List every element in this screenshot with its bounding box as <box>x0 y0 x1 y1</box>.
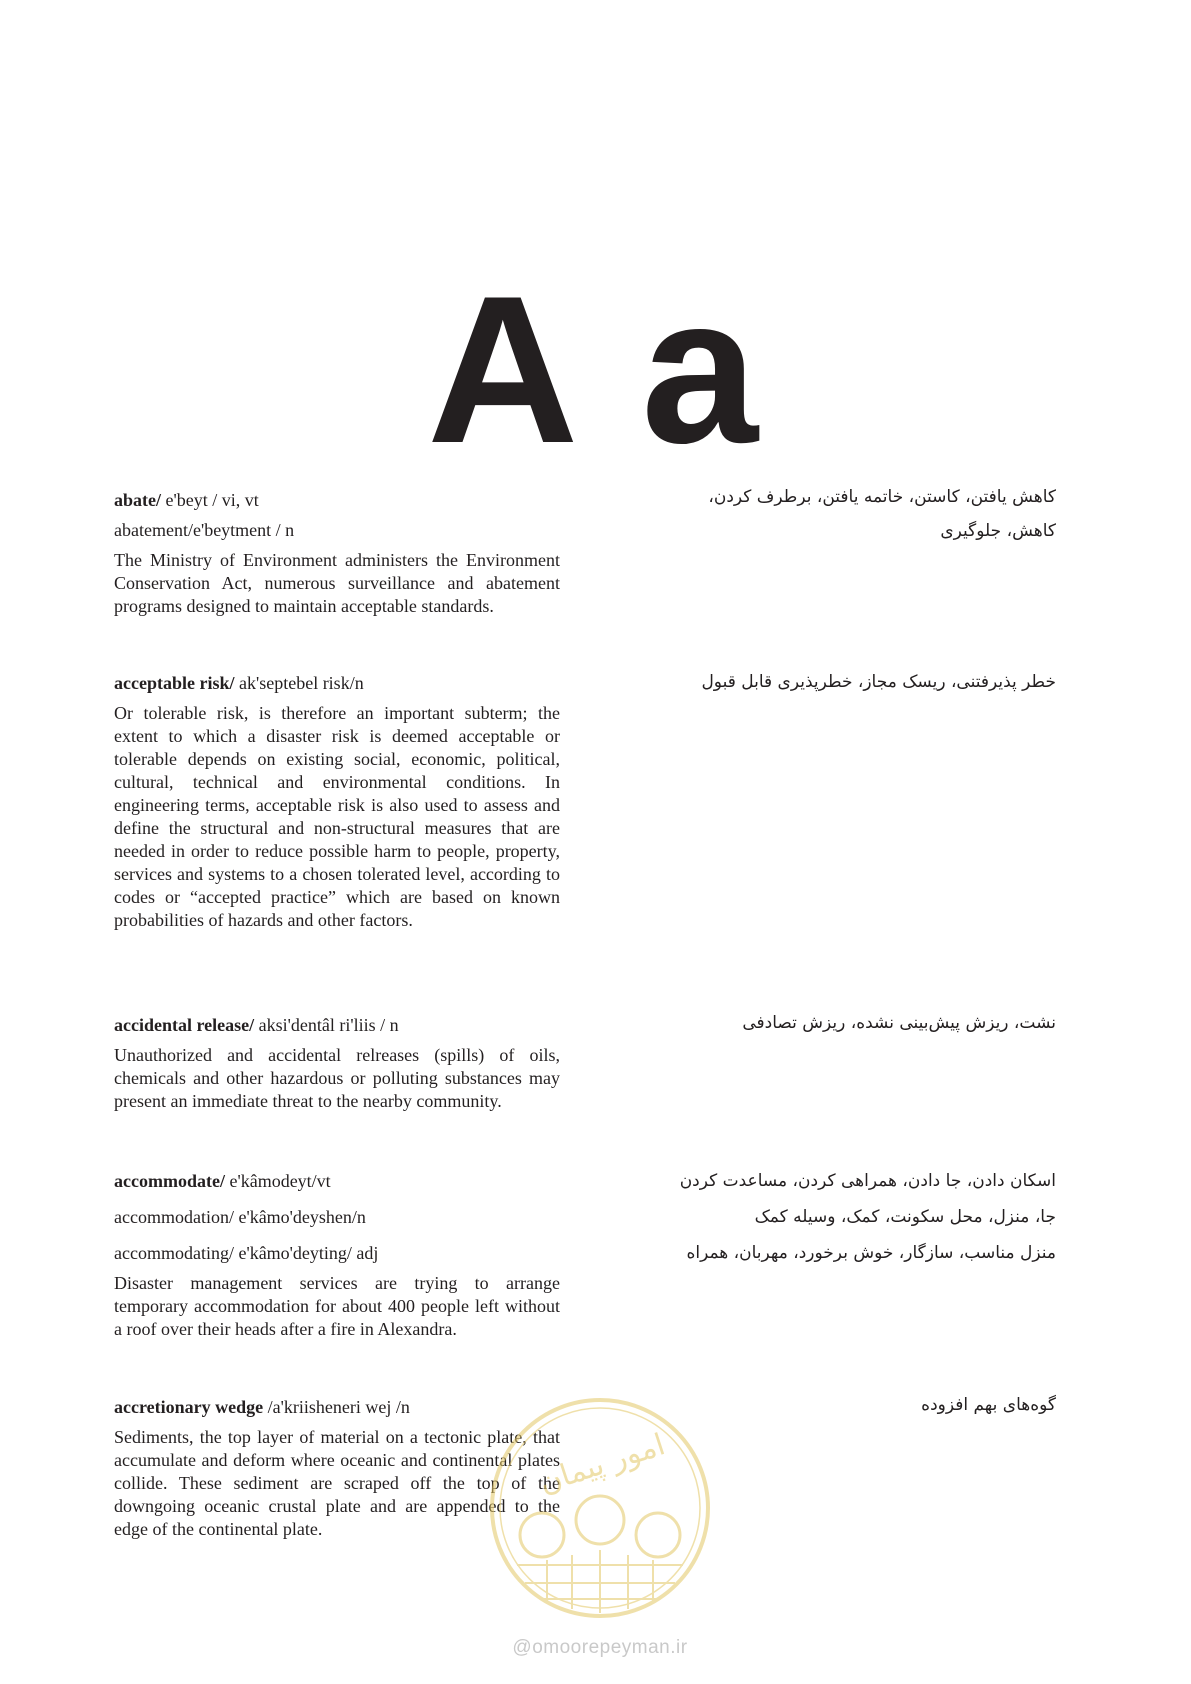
entry-definition: Unauthorized and accidental relreases (spills) of oils, chemicals and other hazardous or polluting substances may present an immediate threat to the nearby community. <box>114 1045 560 1111</box>
entry-headword: acceptable risk/ ak'septebel risk/n <box>114 673 364 693</box>
persian-line: کاهش یافتن، کاستن، خاتمه یافتن، برطرف کردن، <box>708 487 1056 507</box>
entry-derived-term: abatement/e'beytment / n <box>114 520 295 540</box>
persian-line: اسکان دادن، جا دادن، همراهی کردن، مساعدت کردن <box>679 1171 1056 1191</box>
persian-abate <box>616 480 1056 548</box>
persian-line: جا، منزل، محل سکونت، کمک، وسیله کمک <box>754 1207 1056 1227</box>
entry-definition: The Ministry of Environment administers the Environment Conservation Act, numerous surveillance and abatement programs designed to maintain acceptable standards. <box>114 550 560 616</box>
persian-line: گوه‌های بهم افزوده <box>921 1395 1056 1415</box>
persian-accommodate <box>616 1163 1056 1271</box>
entry-definition: Sediments, the top layer of material on a tectonic plate, that accumulate and deform where oceanic and continental plates collide. These sediment are scraped off the top of the downgoing oceanic crustal plate and are appended to the edge of the continental plate. <box>114 1427 560 1539</box>
persian-acceptable-risk <box>616 665 1056 699</box>
persian-line: کاهش، جلوگیری <box>940 521 1056 541</box>
entry-derived-term: accommodating/ e'kâmo'deyting/ adj <box>114 1243 379 1263</box>
watermark-site-url: @omoorepeyman.ir <box>512 1637 688 1658</box>
persian-accidental-release <box>616 1006 1056 1040</box>
entry-definition: Disaster management services are trying to arrange temporary accommodation for about 400 people left without a roof over their heads after a fire in Alexandra. <box>114 1273 560 1339</box>
entry-abate <box>114 489 560 618</box>
entry-headword: accidental release/ aksi'dentâl ri'liis / n <box>114 1015 399 1035</box>
svg-text:امور پیمان: امور پیمان <box>534 1427 670 1501</box>
watermark-logo <box>487 1395 713 1621</box>
persian-line: نشت، ریزش پیش‌بینی نشده، ریزش تصادفی <box>742 1013 1056 1033</box>
letter-heading: A a <box>427 252 764 487</box>
persian-line: خطر پذیرفتنی، ریسک مجاز، خطرپذیری قابل قبول <box>701 672 1056 692</box>
entry-accidental-release <box>114 1014 560 1113</box>
entry-definition: Or tolerable risk, is therefore an important subterm; the extent to which a disaster risk is deemed acceptable or tolerable depends on existing social, economic, political, cultural, technical and environmental conditions. In engineering terms, acceptable risk is also used to assess and define the structural and non-structural measures that are needed in order to reduce possible harm to people, property, services and systems to a chosen tolerated level, according to codes or “accepted practice” which are based on known probabilities of hazards and other factors. <box>114 703 560 930</box>
entry-headword: accretionary wedge /a'kriisheneri wej /n <box>114 1397 410 1417</box>
entry-accommodate <box>114 1170 560 1341</box>
persian-line: منزل مناسب، سازگار، خوش برخورد، مهربان، همراه <box>686 1243 1056 1263</box>
entry-headword: abate/ e'beyt / vi, vt <box>114 490 259 510</box>
entry-derived-term: accommodation/ e'kâmo'deyshen/n <box>114 1207 366 1227</box>
entry-acceptable-risk <box>114 672 560 932</box>
entry-headword: accommodate/ e'kâmodeyt/vt <box>114 1171 331 1191</box>
